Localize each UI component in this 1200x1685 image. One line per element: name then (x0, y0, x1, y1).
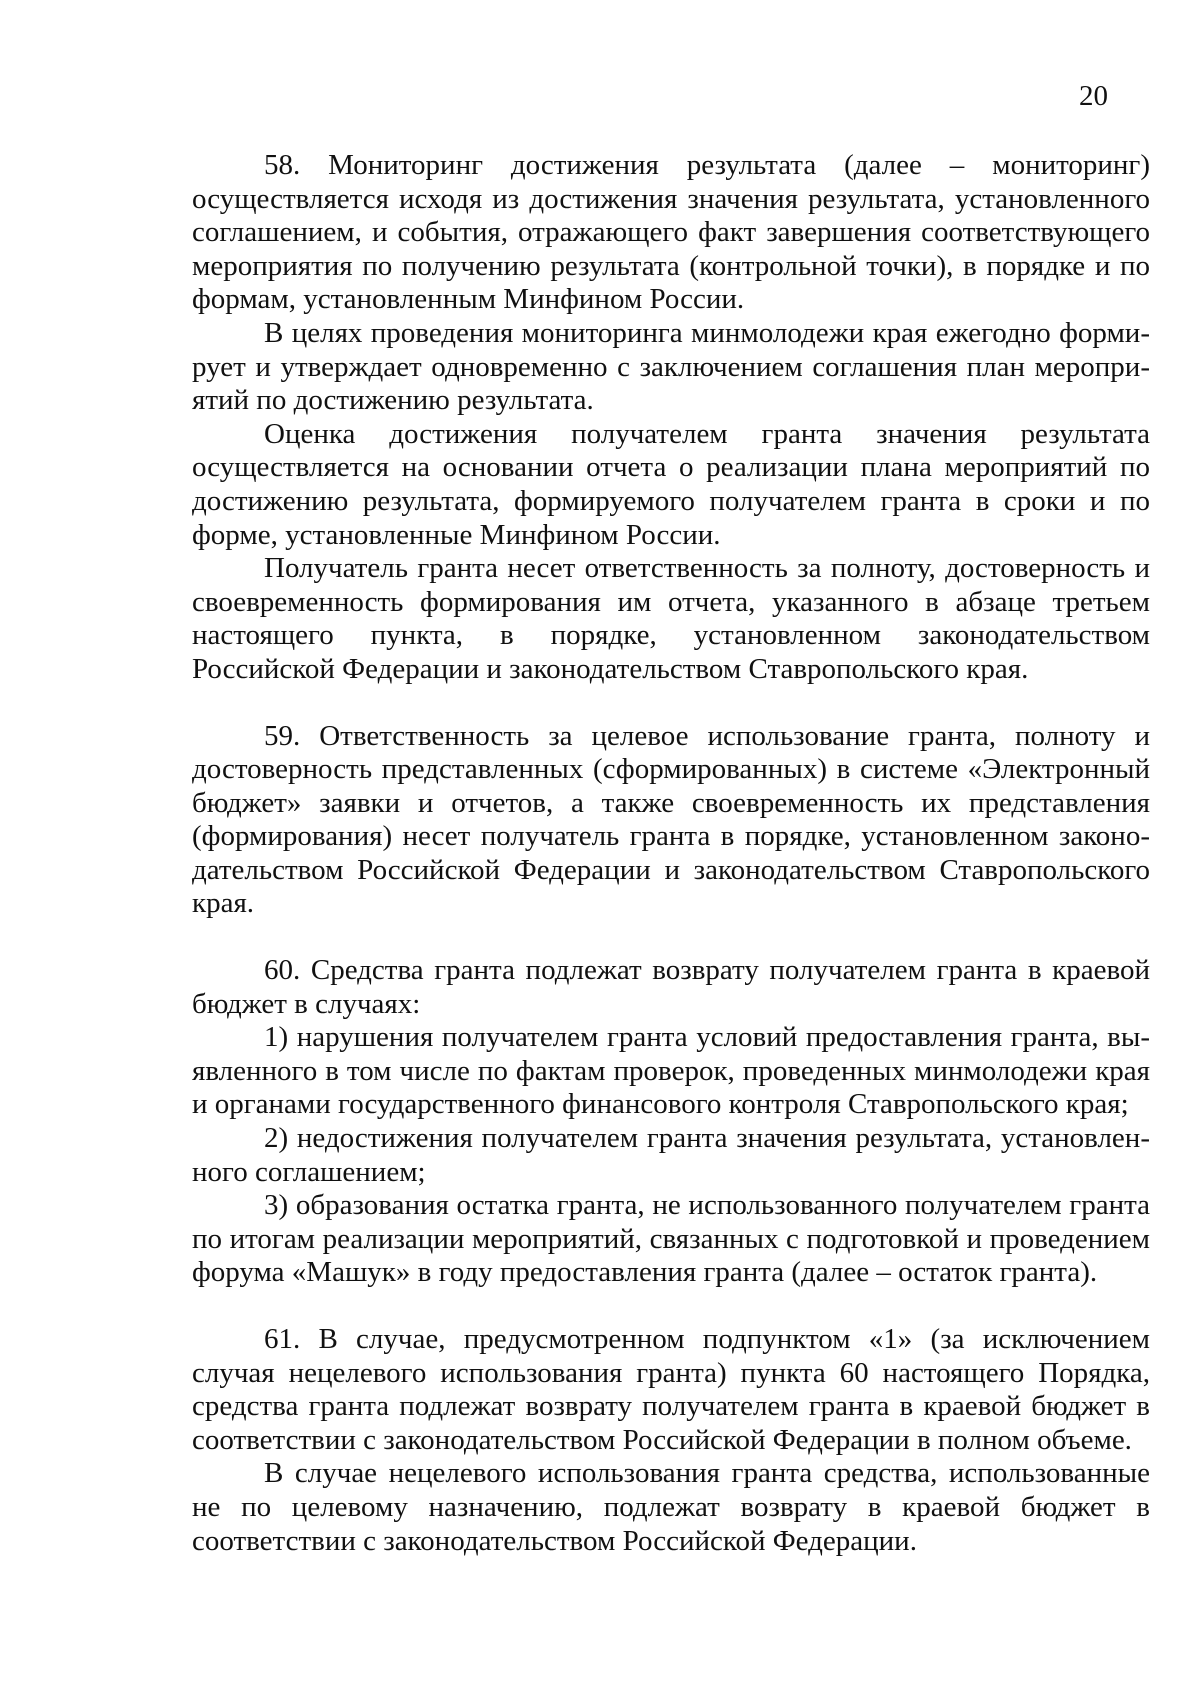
paragraph-58-monitoring-plan: В целях проведения мониторинга минмолодежи края ежегодно формирует и утверждает одновременно с заключением соглашения план мероприятий по достижению результата. (192, 316, 1150, 417)
document-body (192, 149, 1150, 1558)
paragraph-58-responsibility: Получатель гранта несет ответственность за полноту, достоверность и своевременность формирования им отчета, указанного в абзаце третьем настоящего пункта, в порядке, установленном законодательством Российской Федерации и законодательством Ставропольского края. (192, 552, 1150, 685)
paragraph-60-item-1: 1) нарушения получателем гранта условий предоставления гранта, выявленного в том числе по фактам проверок, проведенных минмолодежи края и органами государственного финансового контроля Ставропольского края; (192, 1021, 1150, 1121)
paragraph-60-item-3: 3) образования остатка гранта, не использованного получателем гранта по итогам реализации мероприятий, связанных с подготовкой и проведением форума «Машук» в году предоставления гранта (далее – остаток гранта). (192, 1189, 1150, 1289)
page-number: 20 (1079, 80, 1108, 112)
paragraph-61-misuse: В случае нецелевого использования гранта средства, использованные не по целевому назначению, подлежат возврату в краевой бюджет в соответствии с законодательством Российской Федерации. (192, 1457, 1150, 1557)
paragraph-58: 58. Мониторинг достижения результата (далее – мониторинг) осуществляется исходя из достижения значения результата, установленного соглашением, и события, отражающего факт завершения соответствующего мероприятия по получению результата (контрольной точки), в порядке и по формам, установленным Минфином России. (192, 149, 1150, 316)
paragraph-60: 60. Средства гранта подлежат возврату получателем гранта в краевой бюджет в случаях: (192, 954, 1150, 1020)
paragraph-61: 61. В случае, предусмотренном подпунктом «1» (за исключением случая нецелевого использования гранта) пункта 60 настоящего Порядка, средства гранта подлежат возврату получателем гранта в краевой бюджет в соответствии с законодательством Российской Федерации в полном объеме. (192, 1323, 1150, 1456)
paragraph-58-evaluation: Оценка достижения получателем гранта значения результата осуществляется на основании отчета о реализации плана мероприятий по достижению результата, формируемого получателем гранта в сроки и по форме, установленные Минфином России. (192, 417, 1150, 551)
paragraph-59: 59. Ответственность за целевое использование гранта, полноту и достоверность представленных (сформированных) в системе «Электронный бюджет» заявки и отчетов, а также своевременность их представления (формирования) несет получатель гранта в порядке, установленном законодательством Российской Федерации и законодательством Ставропольского края. (192, 719, 1150, 920)
paragraph-60-item-2: 2) недостижения получателем гранта значения результата, установленного соглашением; (192, 1122, 1150, 1188)
